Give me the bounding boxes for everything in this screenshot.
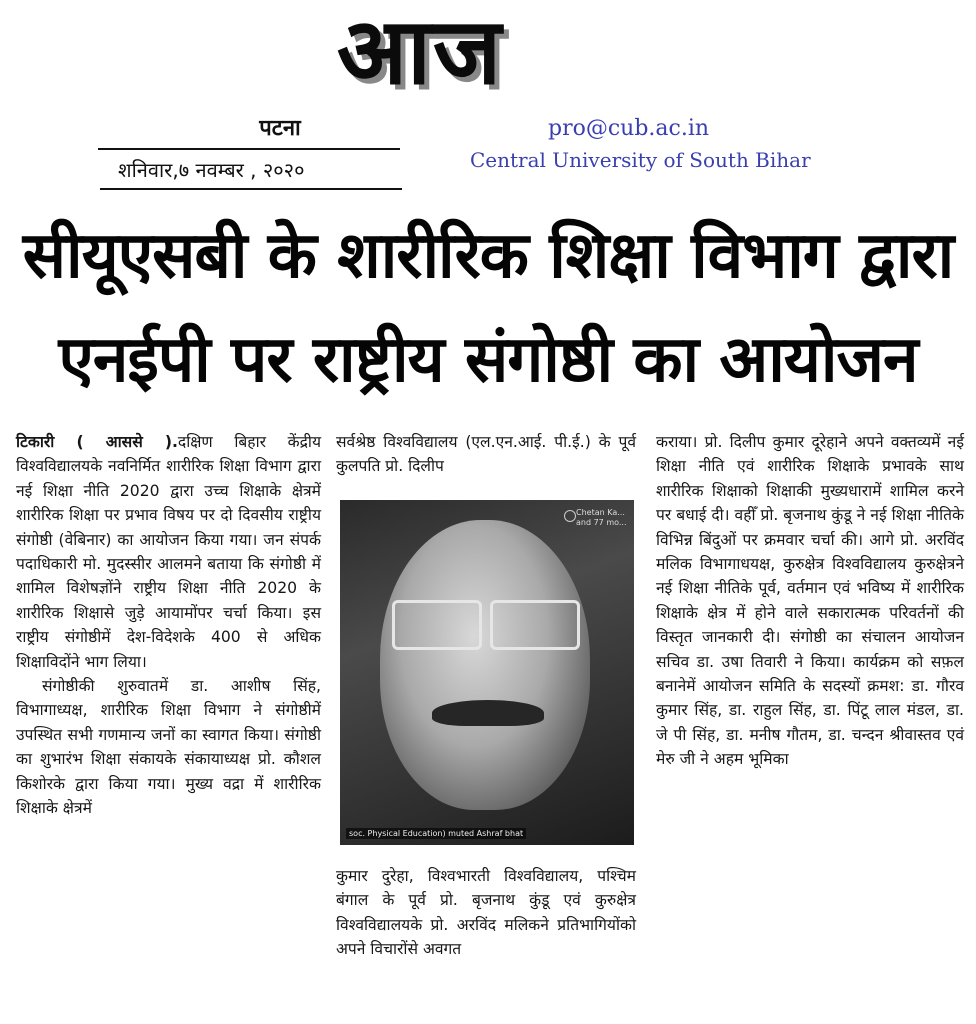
dateline: शनिवार,७ नवम्बर , २०२०: [118, 158, 305, 182]
camera-icon: [564, 510, 576, 522]
glasses-right-lens: [490, 600, 580, 650]
headline-line-2: एनईपी पर राष्ट्रीय संगोष्ठी का आयोजन: [58, 323, 918, 397]
photo-muted-caption: soc. Physical Education) muted Ashraf bhat: [346, 828, 526, 839]
article-paragraph-2: संगोष्ठीकी शुरुवातमें डा. आशीष सिंह, विभागाध्यक्ष, शारीरिक शिक्षा विभाग ने संगोष्ठीमें उपस्थित सभी गणमान्य जनों का स्वागत किया। संगोष्ठी का शुभारंभ शिक्षा संकायके संकायाध्यक्ष प्रो. कौशल किशोरके द्वारा किया गया। मुख्य वद्रा में शारीरिक शिक्षाके क्षेत्रमें: [16, 677, 321, 818]
newspaper-masthead-logo: आज: [336, 0, 504, 105]
article-column-2-bottom: [336, 864, 636, 962]
article-column-2-bottom-text: कुमार दुरेहा, विश्वभारती विश्वविद्यालय, पश्चिम बंगाल के पूर्व प्रो. बृजनाथ कुंडू एवं कुरुक्षेत्र विश्वविद्यालयके प्रो. अरविंद मलिकने प्रतिभागियोंको अपने विचारोंसे अवगत: [336, 867, 636, 959]
speaker-face: [380, 520, 590, 810]
edition-city: पटना: [259, 116, 301, 141]
article-column-1: [16, 430, 321, 821]
article-paragraph-1-text: दक्षिण बिहार केंद्रीय विश्वविद्यालयके नवनिर्मित शारीरिक शिक्षा विभाग द्वारा नई शिक्षा नीति 2020 द्वारा उच्च शिक्षाके क्षेत्रमें शारीरिक शिक्षा पर प्रभाव विषय पर दो दिवसीय राष्ट्रीय संगोष्ठी (वेबिनार) का आयोजन किया गया। जन संपर्क पदाधिकारी मो. मुदस्सीर आलमने बताया कि संगोष्ठी में शामिल विशेषज्ञोंने राष्ट्रीय शिक्षा नीति 2020 के शारीरिक शिक्षासे जुड़े आयामोंपर चर्चा किया। इस राष्ट्रीय संगोष्ठीमें देश-विदेशके 400 से अधिक शिक्षाविदोंने भाग लिया।: [16, 433, 321, 671]
photo-participant-tag: Chetan Ka... and 77 mo...: [576, 508, 627, 527]
article-column-2-top-text: सर्वश्रेष्ठ विश्वविद्यालय (एल.एन.आई. पी.ई.) के पूर्व कुलपति प्रो. दिलीप: [336, 433, 636, 476]
article-paragraph-1: [16, 430, 321, 674]
speaker-photo: [340, 500, 634, 845]
article-column-2-top: [336, 430, 636, 479]
header-rule-top: [98, 148, 400, 150]
article-column-3: [656, 430, 964, 772]
article-column-3-text: कराया। प्रो. दिलीप कुमार दूरेहाने अपने वक्तव्यमें नई शिक्षा नीति एवं शारीरिक शिक्षाके प्रभावके साथ शारीरिक शिक्षाको शिक्षाकी मुख्यधारामें शामिल करने पर बधाई दी। वहीँ प्रो. बृजनाथ कुंडू ने नई शिक्षा नीतिके विभिन्न बिंदुओं पर क्रमवार चर्चा की। आगे प्रो. अरविंद मलिक विभागाधयक्ष, कुरुक्षेत्र विश्वविद्यालय कुरुक्षेत्रने नई शिक्षा नीतिके पूर्व, वर्तमान एवं भविष्य में शारीरिक शिक्षाके क्षेत्र में होने वाले सकारात्मक परिवर्तनों की विस्तृत जानकारी दी। संगोष्ठी का संचालन आयोजन सचिव डा. उषा तिवारी ने किया। कार्यक्रम को सफ़ल बनानेमें आयोजन समिति के सदस्यों क्रमश: डा. गौरव कुमार सिंह, डा. राहुल सिंह, डा. पिंटू लाल मंडल, डा. जे पी सिंह, डा. मनीष गौतम, डा. चन्दन श्रीवास्तव एवं मेरु जी ने अहम भूमिका: [656, 433, 964, 769]
article-dateline-lead: टिकारी ( आससे ).: [16, 433, 178, 451]
glasses-left-lens: [392, 600, 482, 650]
header-rule-bottom: [100, 188, 402, 190]
source-institution: Central University of South Bihar: [470, 148, 811, 172]
source-email: pro@cub.ac.in: [548, 116, 710, 141]
headline-line-1: सीयूएसबी के शारीरिक शिक्षा विभाग द्वारा: [22, 219, 954, 293]
mustache: [432, 700, 544, 726]
